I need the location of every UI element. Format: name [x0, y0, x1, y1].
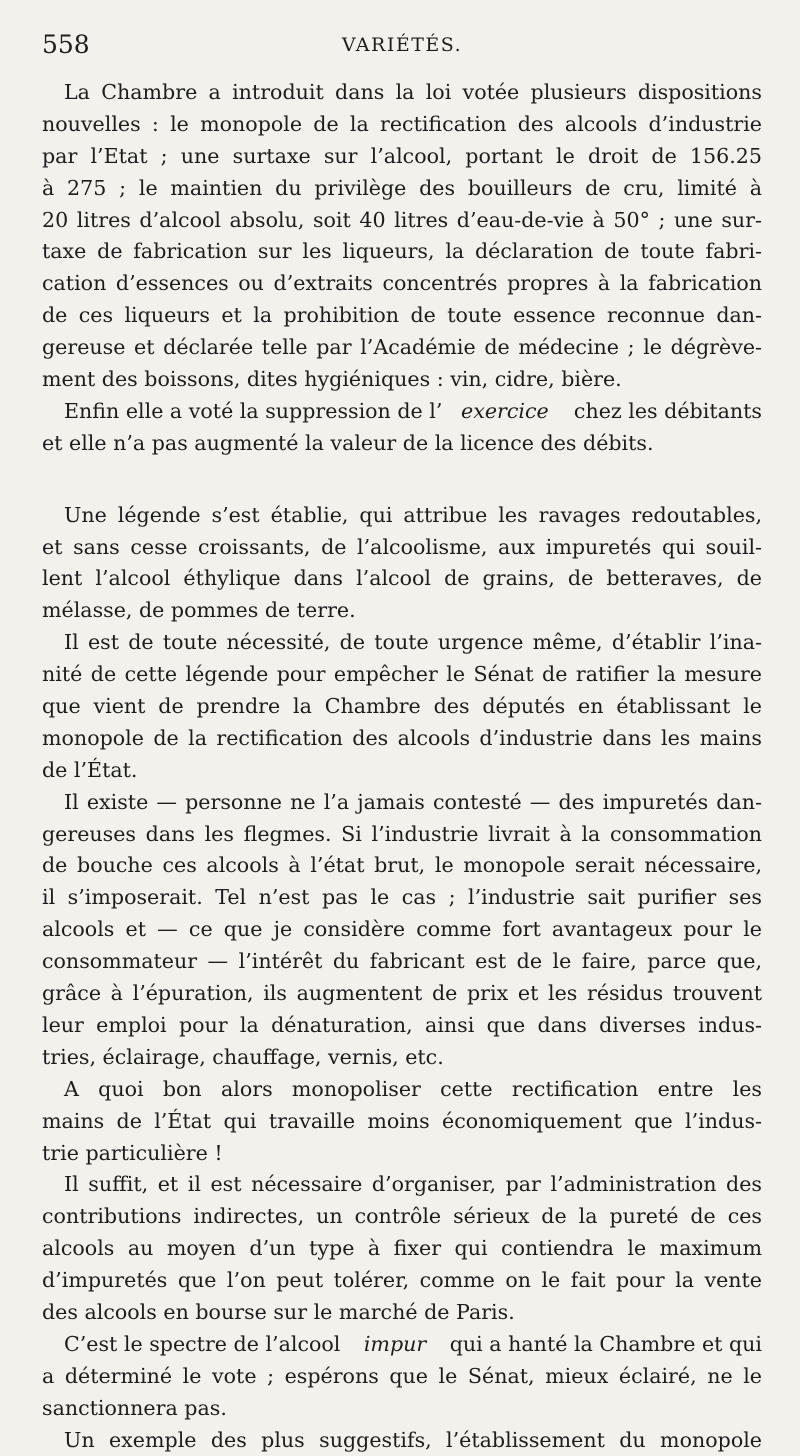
paragraph [42, 500, 762, 628]
text-line: mélasse, de pommes de terre. [42, 598, 356, 623]
text-line: lent l’alcool éthylique dans l’alcool de grains, de betteraves, de [42, 566, 762, 591]
text-line [42, 396, 762, 428]
text-line: Il existe — personne ne l’a jamais contesté — des impuretés dan- [64, 789, 762, 814]
paragraph [42, 1425, 762, 1456]
text-line: alcools au moyen d’un type à fixer qui contiendra le maximum [42, 1236, 762, 1261]
text-line: nouvelles : le monopole de la rectification des alcools d’industrie [42, 111, 762, 136]
text-line: des alcools en bourse sur le marché de Paris. [42, 1299, 515, 1324]
text-line: contributions indirectes, un contrôle sérieux de la pureté de ces [42, 1204, 762, 1229]
text-line: de bouche ces alcools à l’état brut, le monopole serait nécessaire, [42, 853, 762, 878]
text-line: La Chambre a introduit dans la loi votée plusieurs dispositions [64, 80, 762, 104]
italic-run: exercice [461, 398, 549, 423]
text-line: et elle n’a pas augmenté la valeur de la licence des débits. [42, 430, 654, 455]
text-run: C’est le spectre de l’alcool [64, 1331, 347, 1356]
paragraph [42, 1169, 762, 1328]
text-line: 20 litres d’alcool absolu, soit 40 litres d’eau-de-vie à 50° ; une sur- [42, 207, 762, 232]
text-line: trie particulière ! [42, 1140, 223, 1165]
text-line: gereuses dans les flegmes. Si l’industrie livrait à la consommation [42, 821, 762, 846]
text-line: de l’État. [42, 757, 138, 782]
text-line: ment des boissons, dites hygiéniques : vin, cidre, bière. [42, 367, 622, 392]
text-line: a déterminé le vote ; espérons que le Sénat, mieux éclairé, ne le [42, 1363, 762, 1388]
text-run: Enfin elle a voté la suppression de l’ [64, 398, 443, 423]
text-line: par l’Etat ; une surtaxe sur l’alcool, portant le droit de 156.25 [42, 143, 762, 168]
text-run: qui a hanté la Chambre et qui [443, 1331, 762, 1356]
text-line: consommateur — l’intérêt du fabricant est de le faire, parce que, [42, 949, 762, 974]
text-line: sanctionnera pas. [42, 1395, 227, 1420]
text-line: de ces liqueurs et la prohibition de toute essence reconnue dan- [42, 303, 762, 328]
text-line: A quoi bon alors monopoliser cette rectification entre les [64, 1076, 762, 1101]
section-gap [42, 460, 762, 500]
text-line: nité de cette légende pour empêcher le Sénat de ratifier la mesure [42, 662, 762, 687]
text-line: d’impuretés que l’on peut tolérer, comme on le fait pour la vente [42, 1268, 762, 1293]
text-line: que vient de prendre la Chambre des députés en établissant le [42, 694, 762, 719]
paragraph [42, 396, 762, 460]
text-line: Une légende s’est établie, qui attribue les ravages redoutables, [64, 502, 762, 527]
text-line: cation d’essences ou d’extraits concentrés propres à la fabrication [42, 271, 762, 296]
text-line: taxe de fabrication sur les liqueurs, la déclaration de toute fabri- [42, 239, 762, 264]
text-run: chez les débitants [567, 398, 762, 423]
page-number: 558 [42, 30, 90, 59]
text-line: alcools et — ce que je considère comme fort avantageux pour le [42, 917, 762, 942]
text-line: Il suffit, et il est nécessaire d’organiser, par l’administration des [64, 1172, 762, 1197]
text-line: à 275 ; le maintien du privilège des bouilleurs de cru, limité à [42, 175, 762, 200]
paragraph [42, 1329, 762, 1425]
text-line: Il est de toute nécessité, de toute urgence même, d’établir l’ina- [64, 630, 762, 655]
text-line: gereuse et déclarée telle par l’Académie de médecine ; le dégrève- [42, 335, 762, 360]
page-body [42, 77, 762, 1456]
page-header [42, 30, 762, 70]
text-line: grâce à l’épuration, ils augmentent de prix et les résidus trouvent [42, 981, 762, 1006]
text-line: mains de l’État qui travaille moins économiquement que l’indus- [42, 1108, 762, 1133]
paragraph [42, 1074, 762, 1170]
text-line: monopole de la rectification des alcools d’industrie dans les mains [42, 725, 762, 750]
running-head: VARIÉTÉS. [341, 34, 463, 56]
paragraph [42, 77, 762, 396]
paragraph [42, 787, 762, 1074]
text-line: leur emploi pour la dénaturation, ainsi que dans diverses indus- [42, 1012, 762, 1037]
text-line: Un exemple des plus suggestifs, l’établissement du monopole [64, 1427, 762, 1452]
italic-run: impur [363, 1331, 427, 1356]
text-line: et sans cesse croissants, de l’alcoolisme, aux impuretés qui souil- [42, 534, 762, 559]
text-line: tries, éclairage, chauffage, vernis, etc. [42, 1044, 444, 1069]
paragraph [42, 627, 762, 786]
text-line [42, 1329, 762, 1361]
text-line: il s’imposerait. Tel n’est pas le cas ; l’industrie sait purifier ses [42, 885, 762, 910]
